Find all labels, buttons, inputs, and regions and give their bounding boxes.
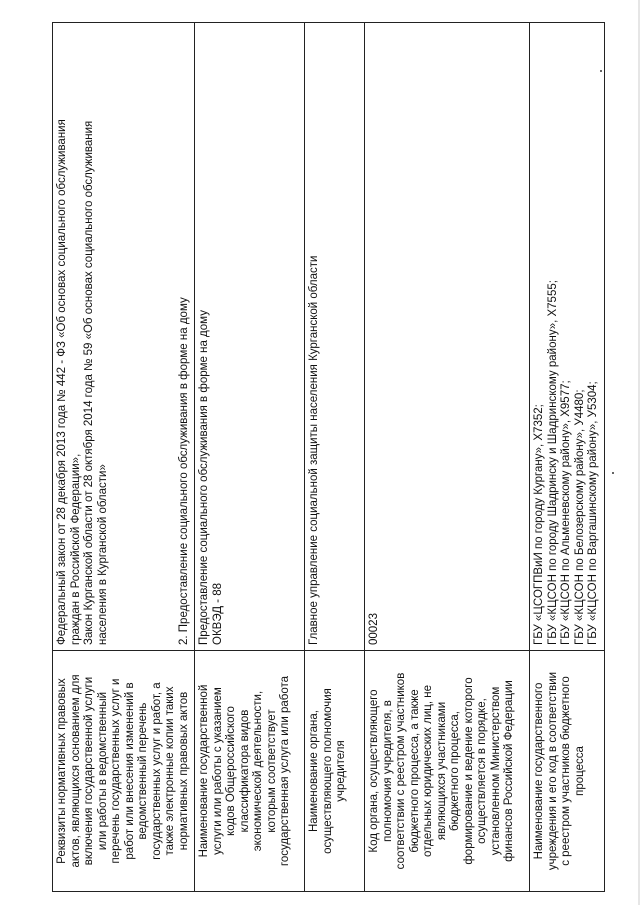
label-line: услуги или работы с указанием <box>211 687 224 855</box>
label-line: процесса <box>573 746 586 796</box>
label-line: с реестром участников бюджетного <box>560 676 572 866</box>
value-cell <box>305 23 365 651</box>
value-line: ГБУ «КЦСОН по Белозерскому району», У4480; <box>573 389 586 645</box>
value-line: ОКВЭД - 88 <box>211 583 224 645</box>
label-line: Код органа, осуществляющего <box>368 689 380 853</box>
label-line: экономической деятельности, <box>252 690 264 852</box>
value-line: 00023 <box>368 613 380 645</box>
label-line: бюджетного процесса, а также <box>408 689 421 853</box>
value-cell <box>365 23 530 651</box>
label-cell <box>530 651 605 892</box>
label-line: Наименование государственного <box>533 682 545 860</box>
table-row <box>530 23 605 892</box>
value-line: ГБУ «КЦСОН по Альменевскому району», Х9577; <box>560 380 572 645</box>
value-line: Главное управление социальной защиты населения Курганской области <box>308 255 320 645</box>
rotated-table-container <box>52 22 599 892</box>
registry-table <box>52 22 605 892</box>
table-row <box>53 23 195 892</box>
value-cell <box>195 23 305 651</box>
value-cell <box>53 23 195 651</box>
value-line: Федеральный закон от 28 декабря 2013 года № 442 - ФЗ «Об основах социального обслуживания <box>56 119 68 645</box>
label-line: бюджетного процесса, <box>449 711 461 831</box>
value-line: граждан в Российской Федерации», <box>69 453 82 645</box>
label-line: установленном Министерством <box>489 686 502 856</box>
section-heading: 2. Предоставление социального обслуживания в форме на дому <box>177 297 190 645</box>
label-line: Наименование органа, <box>308 710 320 832</box>
value-line: ГБУ «ЦСОГПВиИ по городу Кургану», Х7352; <box>533 404 545 645</box>
table-row <box>305 23 365 892</box>
label-line: работ или внесения изменений в <box>123 682 136 860</box>
table-row <box>195 23 305 892</box>
table-row <box>365 23 530 892</box>
label-line: государственных услуг и работ, а <box>150 682 163 860</box>
label-line: или работы в ведомственный <box>96 691 109 851</box>
label-line: отдельных юридических лиц, не <box>422 685 434 857</box>
label-line: которым соответствует <box>265 709 278 833</box>
label-line: учреждения и его код в соответствии <box>546 671 559 871</box>
label-cell <box>195 651 305 892</box>
label-line: финансов Российской Федерации <box>503 680 515 862</box>
document-page <box>52 22 599 892</box>
value-line: ГБУ «КЦСОН по Варгашинскому району», У5304; <box>587 381 599 645</box>
value-line: Закон Курганской области от 28 октября 2014 года № 59 «Об основах социального обслуживания <box>83 120 95 645</box>
value-cell <box>530 23 605 651</box>
label-line: Наименование государственной <box>198 684 210 858</box>
label-cell <box>53 651 195 892</box>
label-line: Реквизиты нормативных правовых <box>56 678 68 864</box>
scan-speck <box>612 472 614 474</box>
label-line: ведомственный перечень <box>137 702 149 840</box>
label-line: перечень государственных услуг и <box>110 678 122 864</box>
value-line: ГБУ «КЦСОН по городу Шадринску и Шадринскому району», Х7555; <box>546 280 559 645</box>
label-line: учредителя <box>335 740 347 802</box>
label-line: осуществляющего полномочия <box>321 688 334 854</box>
label-line: классификатора видов <box>238 709 251 833</box>
label-cell <box>305 651 365 892</box>
label-line: кодов Общероссийского <box>225 706 237 836</box>
label-line: соответствии с реестром участников <box>395 672 407 870</box>
label-line: осуществляется в порядке, <box>476 698 488 844</box>
label-line: актов, являющихся основанием для <box>69 674 82 868</box>
label-line: государственная услуга или работа <box>279 675 291 867</box>
label-line: полномочия учредителя, в <box>381 700 394 842</box>
value-line: Предоставление социального обслуживания в форме на дому <box>198 310 210 645</box>
label-line: включения государственной услуги <box>83 676 95 866</box>
label-cell <box>365 651 530 892</box>
label-line: нормативных правовых актов <box>177 691 190 851</box>
value-line: населения в Курганской области» <box>96 464 109 645</box>
label-line: также электронные копии таких <box>164 686 176 856</box>
label-line: формирование и ведение которого <box>462 677 475 865</box>
label-line: являющихся участниками <box>435 701 448 841</box>
